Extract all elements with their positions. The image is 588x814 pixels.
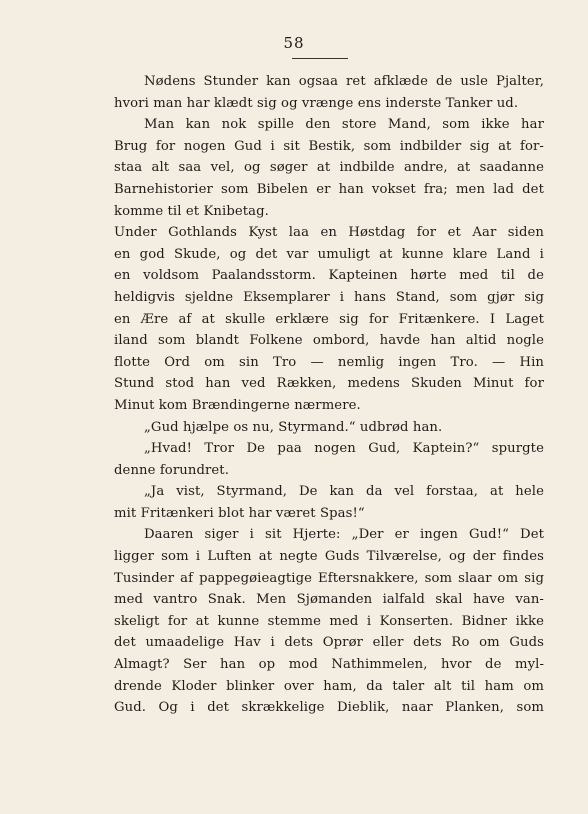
text-line: Gud. Og i det skrækkelige Dieblik, naar Planken, som (114, 700, 544, 716)
text-line: Brug for nogen Gud i sit Bestik, som indbilder sig at for- (114, 138, 544, 154)
text-line: „Hvad! Tror De paa nogen Gud, Kaptein?“ spurgte (144, 441, 544, 457)
text-line: denne forundret. (114, 462, 229, 478)
text-line: Almagt? Ser han op mod Nathimmelen, hvor de myl- (114, 657, 544, 673)
text-line: flotte Ord om sin Tro — nemlig ingen Tro. — Hin (114, 354, 544, 370)
text-line: med vantro Snak. Men Sjømanden ialfald skal have van- (114, 592, 544, 608)
text-line: drende Kloder blinker over ham, da taler alt til ham om (114, 678, 544, 694)
text-line: Stund stod han ved Rækken, medens Skuden Minut for (114, 376, 544, 392)
text-line: Daaren siger i sit Hjerte: „Der er ingen Gud!“ Det (144, 527, 544, 543)
page-number: 58 (283, 34, 305, 52)
text-line: iland som blandt Folkene ombord, havde han altid nogle (114, 333, 544, 349)
text-line: staa alt saa vel, og søger at indbilde andre, at saadanne (114, 160, 544, 176)
text-body (114, 71, 544, 719)
page-number-rule (292, 58, 348, 59)
text-line: hvori man har klædt sig og vrænge ens inderste Tanker ud. (114, 95, 519, 111)
text-line: komme til et Knibetag. (114, 203, 269, 219)
text-line: det umaadelige Hav i dets Oprør eller dets Ro om Guds (114, 635, 544, 651)
text-line: en voldsom Paalandsstorm. Kapteinen hørte med til de (114, 268, 544, 284)
text-line: Under Gothlands Kyst laa en Høstdag for et Aar siden (114, 225, 544, 241)
text-line: Man kan nok spille den store Mand, som ikke har (144, 117, 544, 133)
text-line: ligger som i Luften at negte Guds Tilværelse, og der findes (114, 549, 544, 565)
text-line: „Ja vist, Styrmand, De kan da vel forstaa, at hele (144, 484, 544, 500)
text-line: Nødens Stunder kan ogsaa ret afklæde de usle Pjalter, (144, 74, 544, 89)
text-line: en Ære af at skulle erklære sig for Fritænkere. I Laget (114, 311, 544, 327)
text-line: Minut kom Brændingerne nærmere. (114, 397, 361, 413)
text-line: mit Fritænkeri blot har været Spas!“ (114, 505, 365, 521)
text-line: en god Skude, og det var umuligt at kunne klare Land i (114, 246, 544, 262)
text-line: skeligt for at kunne stemme med i Konserten. Bidner ikke (114, 613, 544, 629)
text-line: Barnehistorier som Bibelen er han vokset fra; men lad det (114, 181, 544, 197)
text-line: heldigvis sjeldne Eksemplarer i hans Stand, som gjør sig (114, 289, 544, 305)
text-line: „Gud hjælpe os nu, Styrmand.“ udbrød han. (144, 419, 443, 435)
text-line: Tusinder af pappegøieagtige Eftersnakkere, som slaar om sig (114, 570, 544, 586)
